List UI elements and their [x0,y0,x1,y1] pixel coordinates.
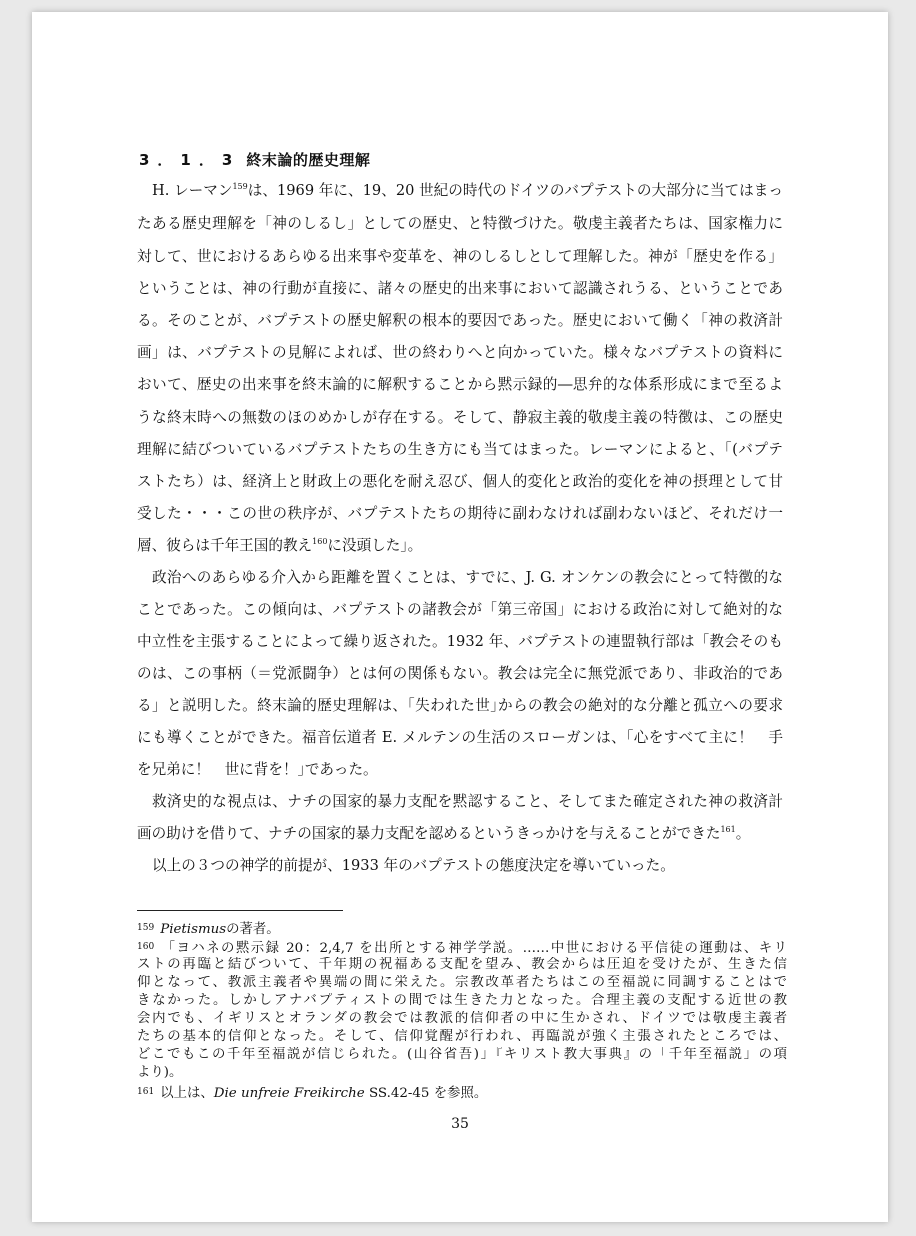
footnote-separator [137,910,343,911]
footnote-160-line-8: より)。 [137,1065,183,1080]
paragraph-1-line-10: ストたち）は、経済上と財政上の悪化を耐え忍び、個人的変化と政治的変化を神の摂理として甘 [137,473,783,490]
paragraph-2-line-1: 政治へのあらゆる介入から距離を置くことは、すでに、J. G. オンケンの教会にとって特徴的な [152,569,783,586]
paragraph-2-line-5: る」と説明した。終末論的歴史理解は、｢失われた世｣からの教会の絶対的な分離と孤立への要求 [137,697,783,714]
footnote-text: 「ヨハネの黙示録 20：2,4,7 を出所とする神学学説。……中世における平信徒の運動は、キリ [160,941,787,956]
text-run: H. レーマン [152,182,233,199]
footnote-160-line-5: 会内でも、イギリスとオランダの教会では教派的信仰者の中に生かされ、ドイツでは敬虔主義者 [137,1011,787,1026]
footnote-ref-161: 161 [720,825,736,834]
paragraph-1-line-7: おいて、歴史の出来事を終末論的に解釈することから黙示録的―思弁的な体系形成にまで至るよ [137,376,783,393]
paragraph-1-line-5: る。そのことが、バプテストの歴史解釈の根本的要因であった。歴史において働く「神の救済計 [137,312,783,329]
footnote-160-line-6: たちの基本的信仰となった。そして、信仰覚醒が行われ、再臨説が強く主張されたところでは、 [137,1029,787,1044]
text-run: 画の助けを借りて、ナチの国家的暴力支配を認めるというきっかけを与えることができた [137,825,721,842]
paragraph-2-line-4: のは、この事柄（＝党派闘争）とは何の関係もない。教会は完全に無党派であり、非政治的であ [137,665,783,682]
paragraph-3-line-2 [137,825,783,843]
footnote-159 [137,920,787,938]
footnote-mark: 159 [137,923,155,933]
footnote-160-line-1 [137,939,787,957]
footnote-160-line-4: きなかった。しかしアナバプティストの間では生きた力となった。合理主義の支配する近世の教 [137,993,787,1008]
footnote-text: の著者。 [226,922,280,937]
footnote-mark: 161 [137,1087,155,1097]
paragraph-1-line-8: うな終末時への無数のほのめかしが存在する。そして、静寂主義的敬虔主義の特徴は、この歴史 [137,409,783,426]
section-number: 3．1．3 [139,151,241,169]
paragraph-1-line-2: たある歴史理解を「神のしるし」としての歴史、と特徴づけた。敬虔主義者たちは、国家権力に [137,215,783,232]
text-run: 層、彼らは千年王国的教え [137,537,313,554]
text-run: に没頭した」。 [327,537,423,554]
paragraph-1-line-12 [137,537,783,555]
paragraph-4-line-1: 以上の３つの神学的前提が、1933 年のバプテストの態度決定を導いていった。 [152,857,675,874]
paragraph-3-line-1: 救済史的な視点は、ナチの国家的暴力支配を黙認すること、そしてまた確定された神の救済計 [152,793,783,810]
footnote-text: SS.42-45 を参照。 [364,1086,488,1101]
document-page [32,12,888,1222]
footnote-160-line-2: ストの再臨と結びついて、千年期の祝福ある支配を望み、教会からは圧迫を受けたが、生きた信 [137,957,787,972]
section-title: 終末論的歴史理解 [246,151,371,169]
paragraph-2-line-2: ことであった。この傾向は、バプテストの諸教会が「第三帝国」における政治に対して絶対的な [137,601,783,618]
footnote-160-line-7: どこでもこの千年至福説が信じられた。(山谷省吾)」『キリスト教大事典』の「千年至福説」の項 [137,1047,787,1062]
footnote-mark: 160 [137,942,155,952]
page-number: 35 [451,1116,469,1132]
paragraph-1-line-11: 受した・・・この世の秩序が、バプテストたちの期待に副わなければ副わないほど、それだけ一 [137,505,783,522]
footnote-italic-title: Pietismus [160,922,227,937]
paragraph-1-line-9: 理解に結びついているバプテストたちの生き方にも当てはまった。レーマンによると、「(バプテ [137,441,783,458]
footnote-160-line-3: 仰となって、教派主義者や異端の間に栄えた。宗教改革者たちはこの至福説に同調することはで [137,975,787,990]
paragraph-2-line-6: にも導くことができた。福音伝道者 E. メルテンの生活のスローガンは、｢心をすべて主に！ 手 [137,729,783,746]
footnote-ref-160: 160 [312,537,328,546]
paragraph-1-line-3: 対して、世におけるあらゆる出来事や変革を、神のしるしとして理解した。神が「歴史を作る」 [137,248,783,265]
section-heading [139,149,370,170]
paragraph-2-line-7: を兄弟に！ 世に背を！｣であった。 [137,761,378,778]
paragraph-1-line-6: 画」は、バプテストの見解によれば、世の終わりへと向かっていた。様々なバプテストの資料に [137,344,783,361]
footnote-italic-title: Die unfreie Freikirche [213,1086,365,1101]
footnote-text: 以上は、 [160,1086,214,1101]
text-run: 。 [735,825,751,842]
text-run: は、1969 年に、19、20 世紀の時代のドイツのバプテストの大部分に当てはまっ [247,182,783,199]
footnote-161 [137,1084,787,1102]
paragraph-1-line-1 [137,182,783,200]
paragraph-1-line-4: ということは、神の行動が直接に、諸々の歴史的出来事において認識されうる、ということであ [137,280,783,297]
footnote-ref-159: 159 [232,182,248,191]
paragraph-2-line-3: 中立性を主張することによって繰り返された。1932 年、バプテストの連盟執行部は「教会そのも [137,633,783,650]
